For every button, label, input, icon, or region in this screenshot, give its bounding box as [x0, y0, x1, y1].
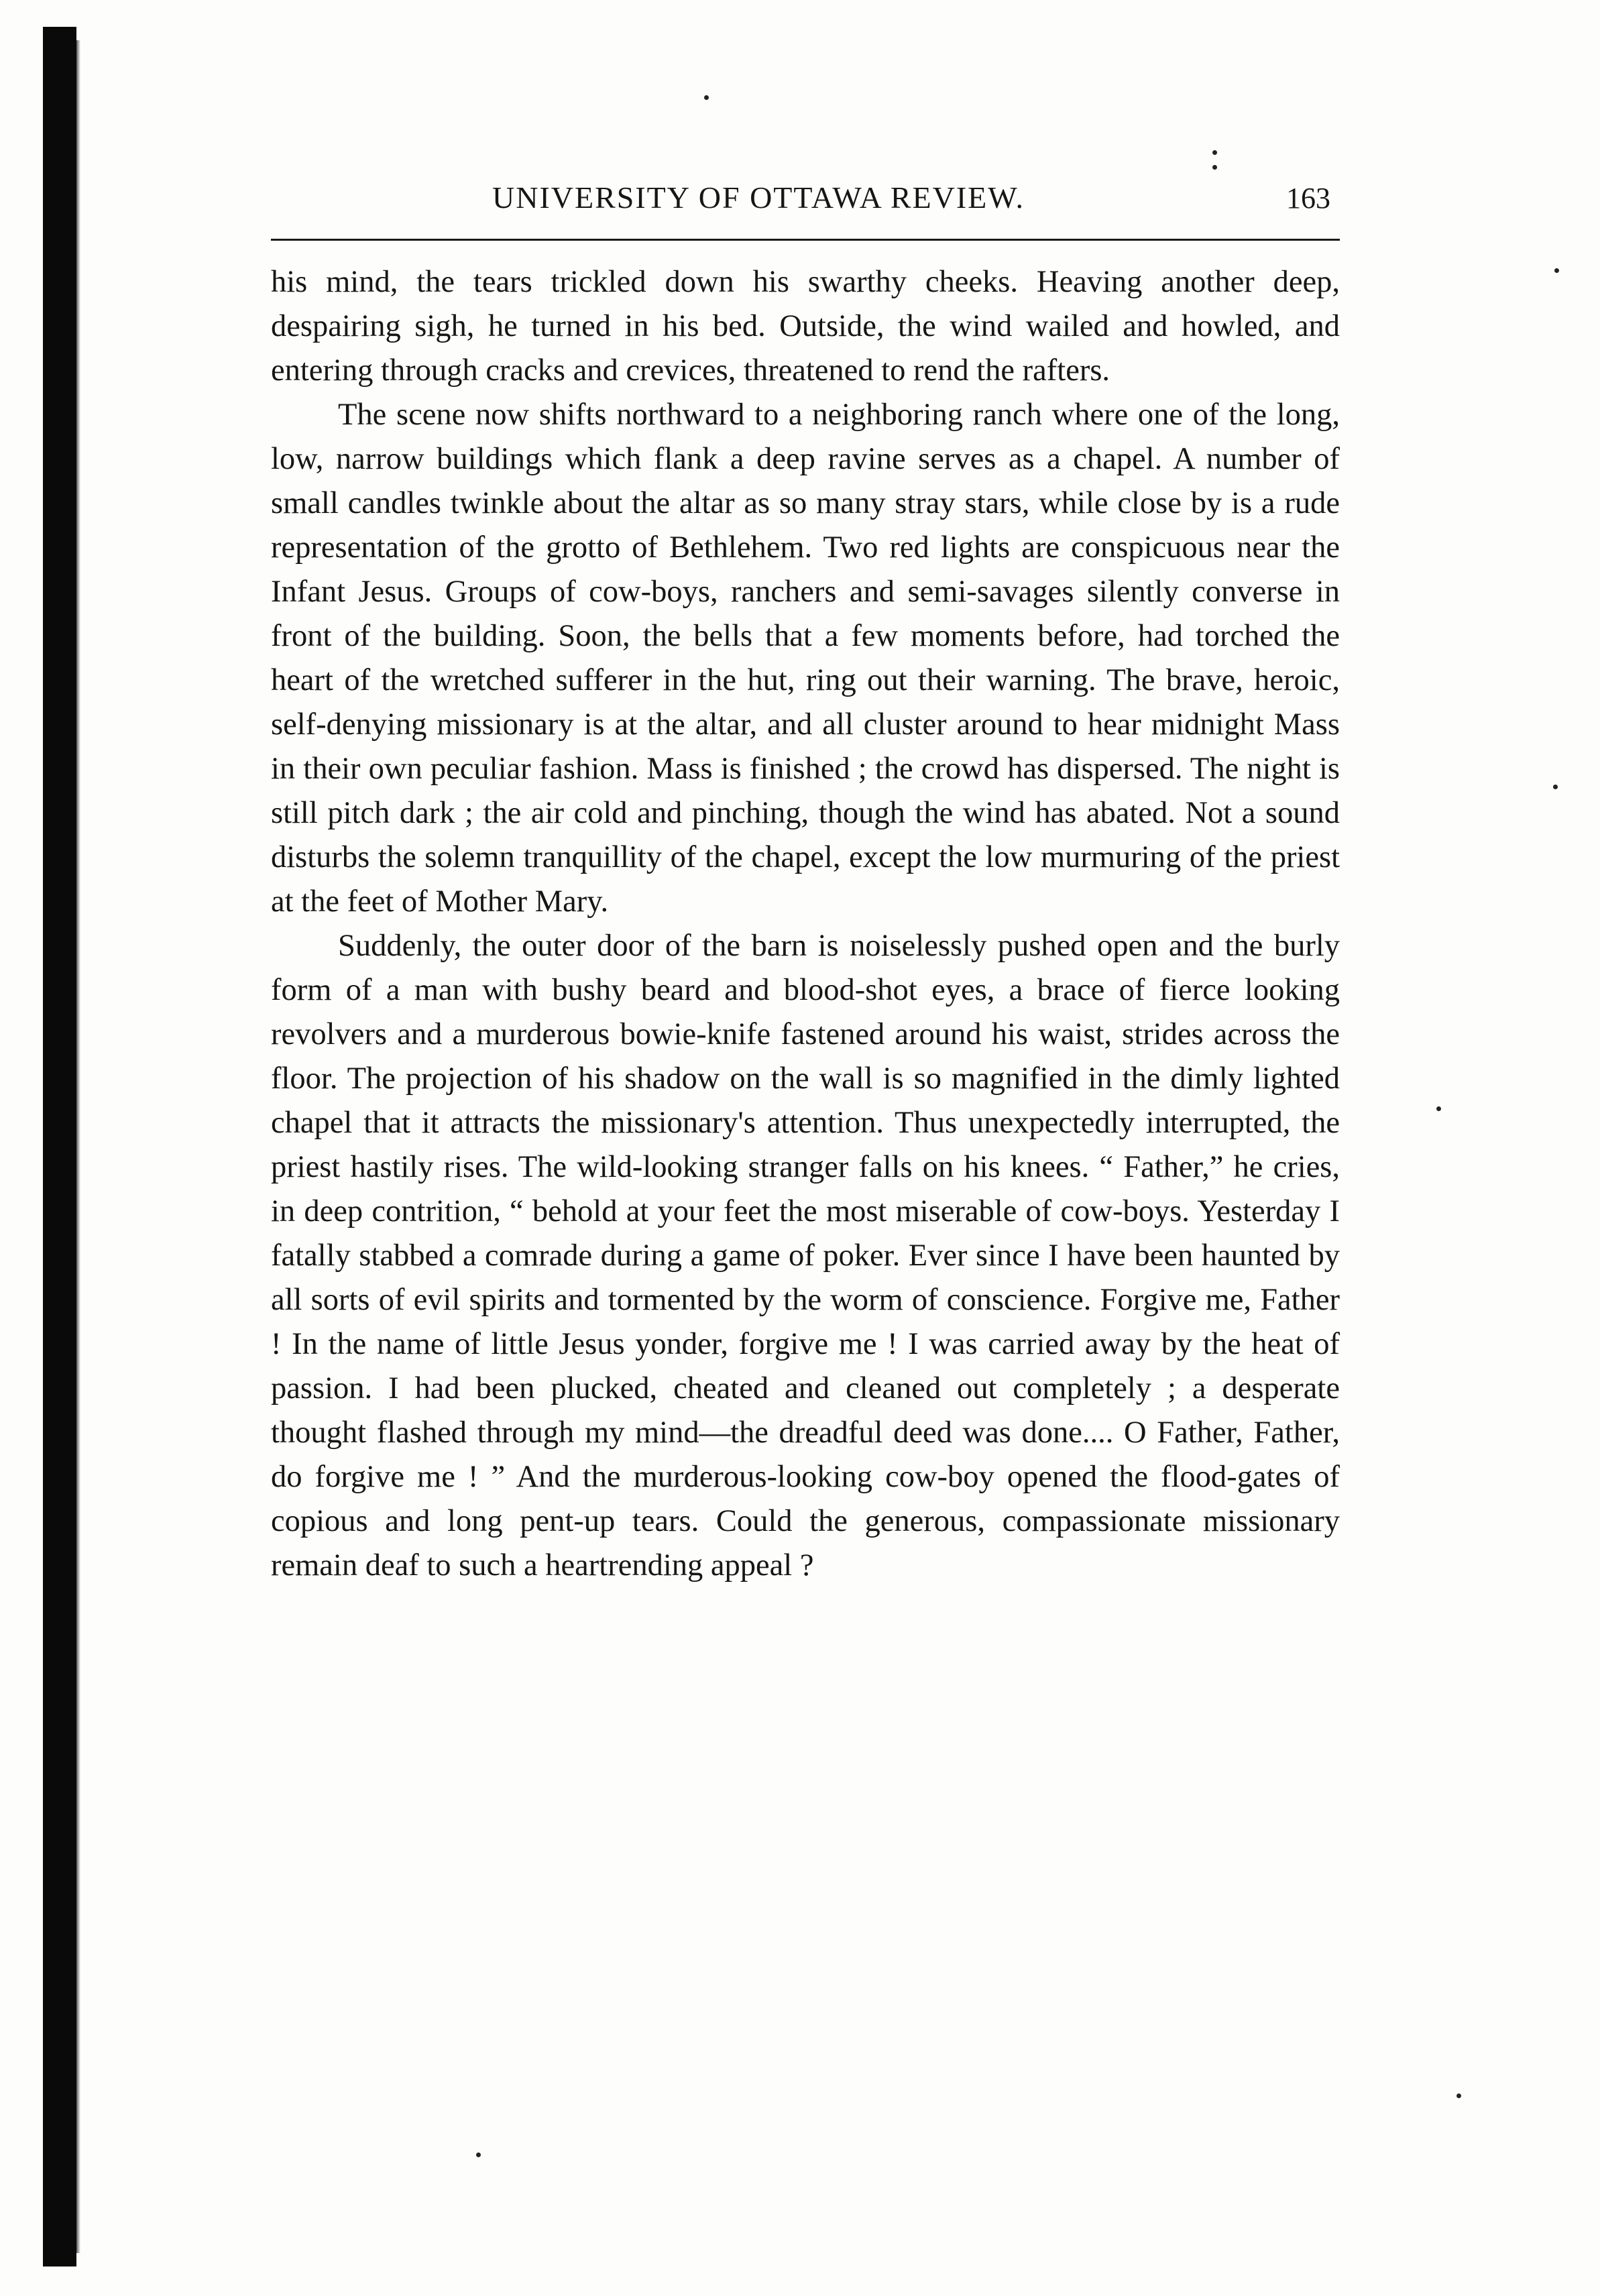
header-rule [271, 239, 1340, 241]
paragraph: Suddenly, the outer door of the barn is noiselessly pushed open and the burly form of a man with bushy beard and blood-shot eyes, a brace of fierce looking revolvers and a murderous bowie-knife fastened around his waist, strides across the floor. The projection of his shadow on the wall is so magnified in the dimly lighted chapel that it attracts the missionary's attention. Thus unexpectedly interrupted, the priest hastily rises. The wild-looking stranger falls on his knees. “ Father,” he cries, in deep contrition, “ behold at your feet the most miserable of cow-boys. Yesterday I fatally stabbed a comrade during a game of poker. Ever since I have been haunted by all sorts of evil spirits and tormented by the worm of conscience. Forgive me, Father ! In the name of little Jesus yonder, forgive me ! I was carried away by the heat of passion. I had been plucked, cheated and cleaned out completely ; a desperate thought flashed through my mind—the dreadful deed was done.... O Father, Father, do forgive me ! ” And the murderous-looking cow-boy opened the flood-gates of copious and long pent-up tears. Could the generous, compassionate missionary remain deaf to such a heartrending appeal ? [271, 929, 1340, 1583]
scan-speck [476, 2152, 481, 2157]
scan-speck [1436, 1106, 1441, 1111]
running-head: UNIVERSITY OF OTTAWA REVIEW. [492, 180, 1025, 215]
scan-speck [1456, 2093, 1461, 2098]
scan-speck [704, 95, 709, 100]
scan-speck [1554, 268, 1559, 273]
paragraph: The scene now shifts northward to a neighboring ranch where one of the long, low, narrow buildings which flank a deep ravine serves as a chapel. A number of small candles twinkle about the altar as so many stray stars, while close by is a rude representation of the grotto of Bethlehem. Two red lights are conspicuous near the Infant Jesus. Groups of cow-boys, ranchers and semi-savages silently converse in front of the building. Soon, the bells that a few moments before, had torched the heart of the wretched sufferer in the hut, ring out their warning. The brave, heroic, self-denying missionary is at the altar, and all cluster around to hear midnight Mass in their own peculiar fashion. Mass is finished ; the crowd has dispersed. The night is still pitch dark ; the air cold and pinching, though the wind has abated. Not a sound disturbs the solemn tranquillity of the chapel, except the low murmuring of the priest at the feet of Mother Mary. [271, 398, 1340, 919]
scan-speck [1212, 150, 1217, 155]
paragraph: his mind, the tears trickled down his swarthy cheeks. Heaving another deep, despairing sigh, he turned in his bed. Outside, the wind wailed and howled, and entering through cracks and crevices, threatened to rend the rafters. [271, 265, 1340, 388]
page-header [271, 173, 1340, 220]
page-number: 163 [1286, 182, 1330, 215]
body-text [271, 260, 1340, 1588]
scan-speck [1553, 785, 1558, 789]
scan-speck [1212, 165, 1217, 170]
binding-shadow [43, 27, 76, 2266]
binding-edge [76, 40, 80, 2253]
